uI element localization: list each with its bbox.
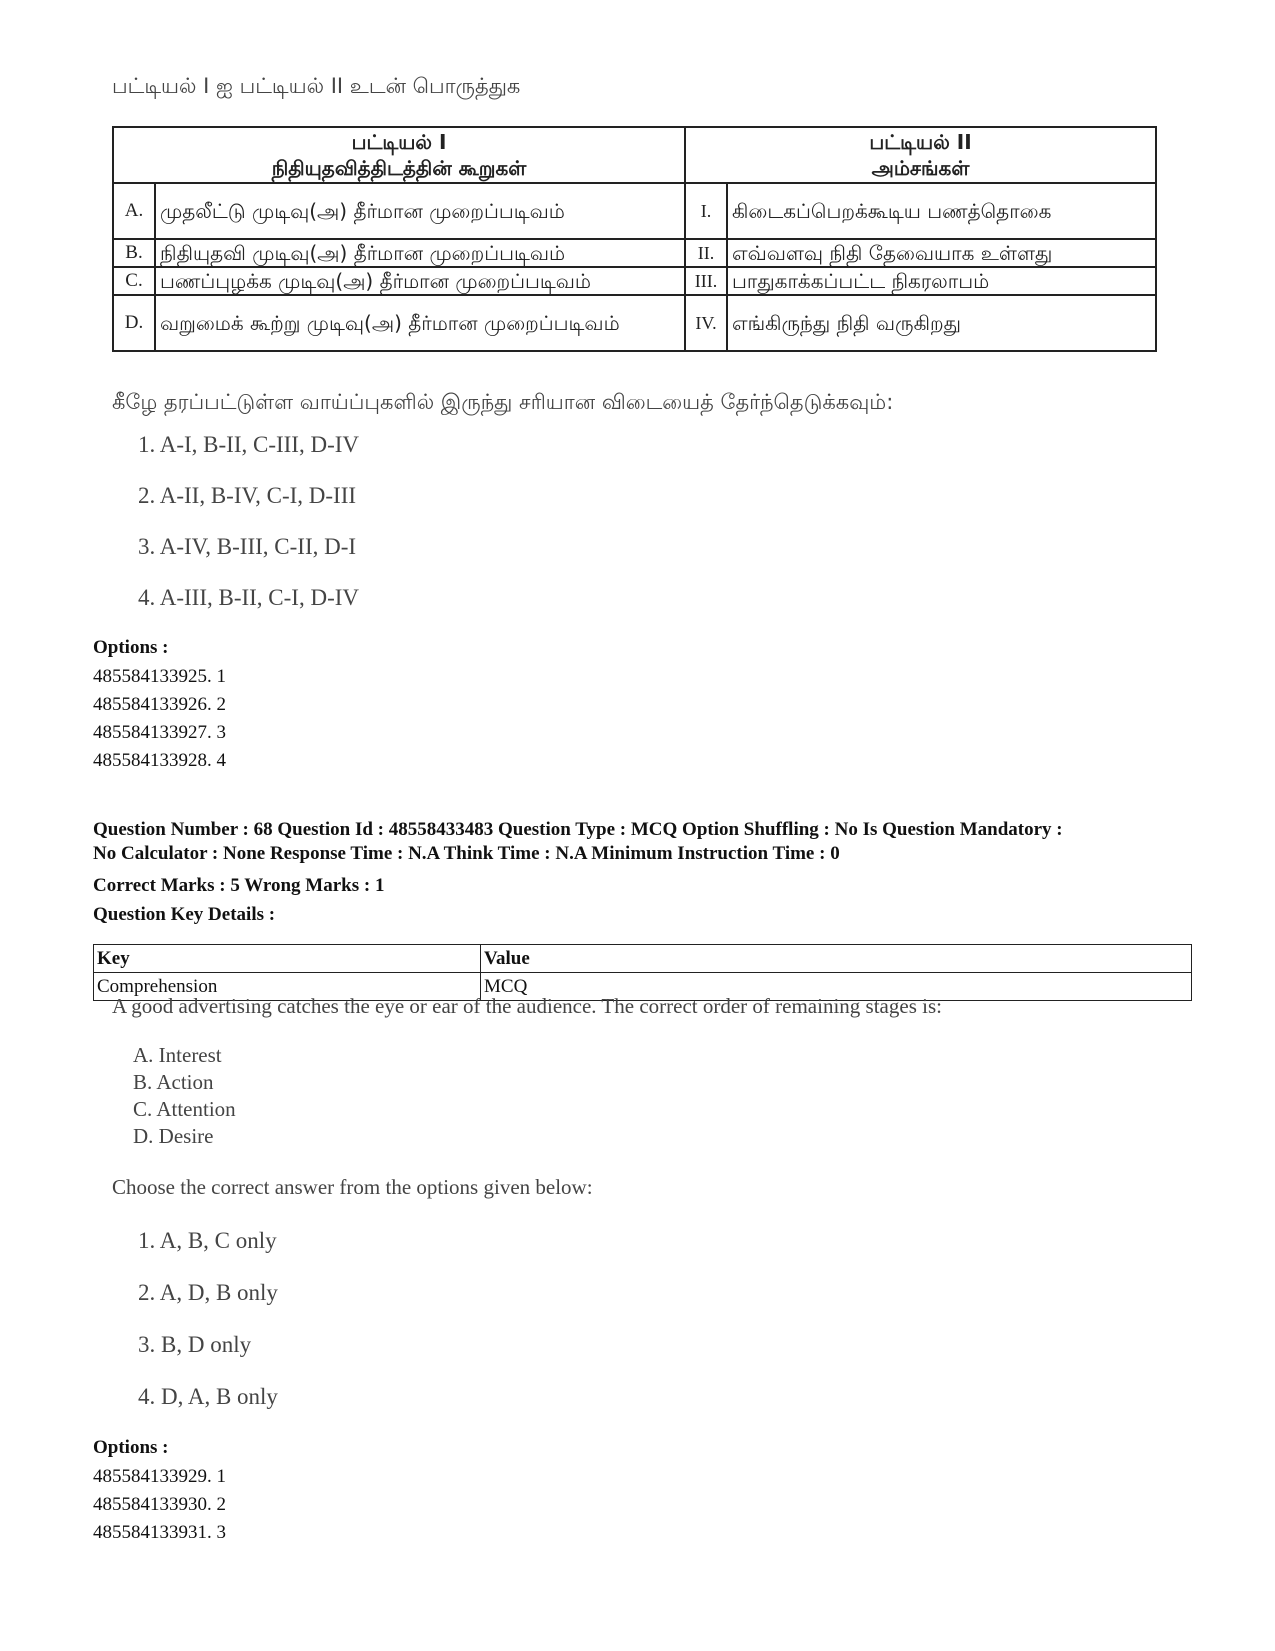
list2-item: எவ்வளவு நிதி தேவையாக உள்ளது [727,239,1156,267]
answer-choice: 4. A-III, B-II, C-I, D-IV [138,585,359,610]
key-table-header [94,945,1192,973]
stage-item: D. Desire [133,1124,214,1148]
answer-choice: 3. A-IV, B-III, C-II, D-I [138,534,357,559]
list1-item: நிதியுதவி முடிவு(அ) தீர்மான முறைப்படிவம் [155,239,685,267]
match-row [113,183,1156,239]
options-heading: Options : [93,637,169,658]
stage-item: B. Action [133,1070,214,1094]
option-id: 485584133927. 3 [93,722,226,743]
question-meta: Question Number : 68 Question Id : 48558433483 Question Type : MCQ Option Shuffling : No Is Question Mandatory : No Calculator : None Response Time : N.A Think Time : N.A Minimum Instruction Time : 0 [93,819,1063,864]
row-label: A. [113,183,155,239]
row-label: IV. [685,295,727,351]
stage-item: A. Interest [133,1043,222,1067]
question-stem: A good advertising catches the eye or ear of the audience. The correct order of remaining stages is: [112,994,942,1018]
list2-item: பாதுகாக்கப்பட்ட நிகரலாபம் [727,267,1156,295]
key-header: Key [94,945,481,973]
answer-choice: 2. A-II, B-IV, C-I, D-III [138,483,357,508]
option-id: 485584133929. 1 [93,1466,226,1487]
choose-instruction: கீழே தரப்பட்டுள்ள வாய்ப்புகளில் இருந்து சரியான விடையைத் தேர்ந்தெடுக்கவும்: [112,390,894,414]
option-id: 485584133931. 3 [93,1522,226,1543]
stage-item: C. Attention [133,1097,236,1121]
answer-choice: 4. D, A, B only [138,1384,278,1409]
match-row [113,267,1156,295]
list1-header: பட்டியல் I நிதியுதவித்திடத்தின் கூறுகள் [113,127,685,183]
row-label: D. [113,295,155,351]
option-id: 485584133926. 2 [93,694,226,715]
list1-item: முதலீட்டு முடிவு(அ) தீர்மான முறைப்படிவம் [155,183,685,239]
list2-item: எங்கிருந்து நிதி வருகிறது [727,295,1156,351]
row-label: III. [685,267,727,295]
match-table [112,126,1157,352]
key-cell: Comprehension [94,973,481,1001]
row-label: II. [685,239,727,267]
options-heading: Options : [93,1437,169,1458]
key-details-table [93,944,1192,1001]
match-row [113,295,1156,351]
row-label: I. [685,183,727,239]
choose-instruction: Choose the correct answer from the options given below: [112,1175,593,1199]
row-label: C. [113,267,155,295]
option-id: 485584133925. 1 [93,666,226,687]
option-id: 485584133930. 2 [93,1494,226,1515]
list2-header: பட்டியல் II அம்சங்கள் [685,127,1156,183]
row-label: B. [113,239,155,267]
match-instruction: பட்டியல் I ஐ பட்டியல் II உடன் பொருத்துக [112,74,521,98]
answer-choice: 1. A-I, B-II, C-III, D-IV [138,432,359,457]
list1-item: பணப்புழக்க முடிவு(அ) தீர்மான முறைப்படிவம் [155,267,685,295]
key-details-heading: Question Key Details : [93,904,276,925]
value-cell: MCQ [481,973,1192,1001]
answer-choice: 2. A, D, B only [138,1280,278,1305]
list1-item: வறுமைக் கூற்று முடிவு(அ) தீர்மான முறைப்படிவம் [155,295,685,351]
option-id: 485584133928. 4 [93,750,226,771]
answer-choice: 1. A, B, C only [138,1228,277,1253]
answer-choice: 3. B, D only [138,1332,252,1357]
value-header: Value [481,945,1192,973]
question-marks: Correct Marks : 5 Wrong Marks : 1 [93,875,385,896]
list2-item: கிடைகப்பெறக்கூடிய பணத்தொகை [727,183,1156,239]
match-table-header [113,127,1156,183]
match-row [113,239,1156,267]
